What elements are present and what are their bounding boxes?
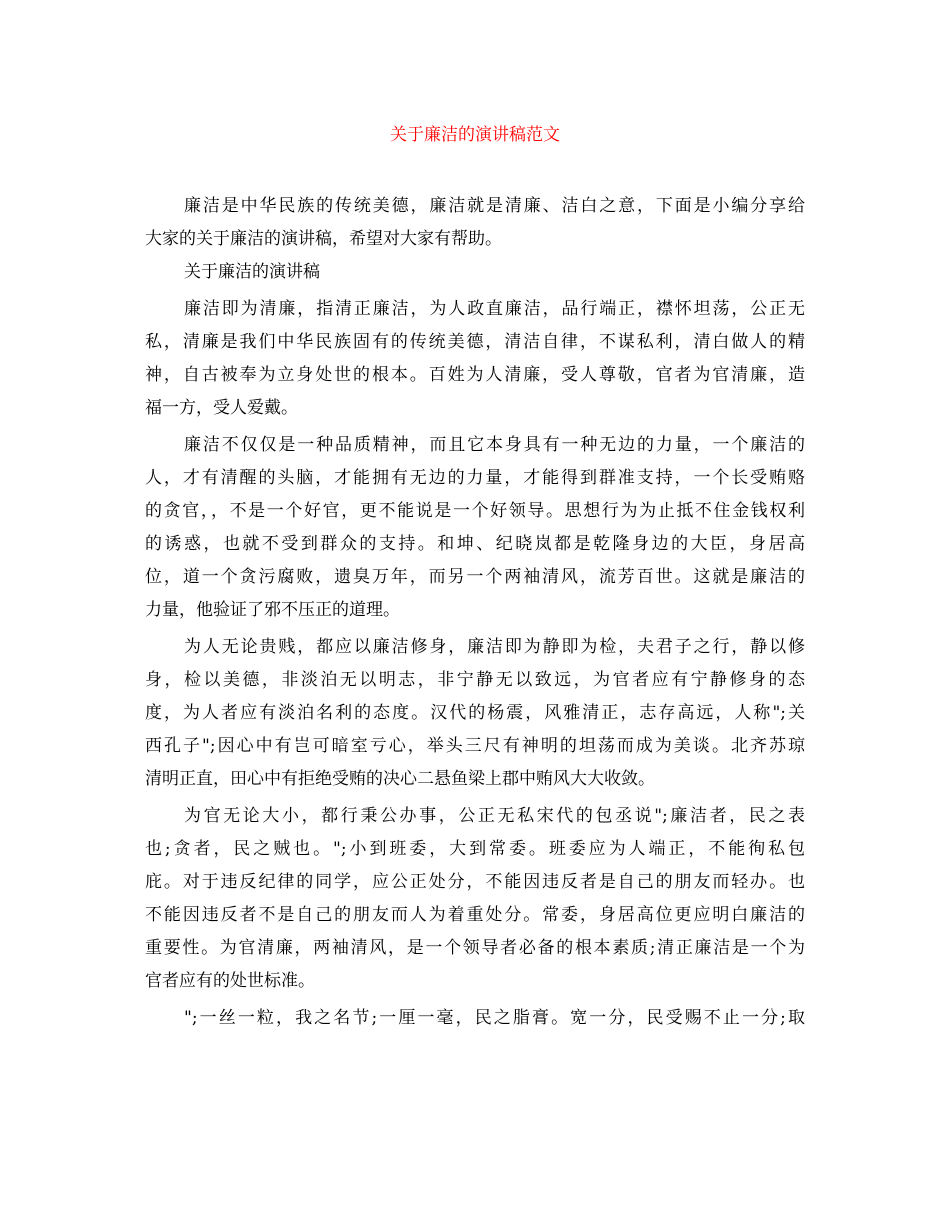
document-body: [145, 190, 805, 1035]
text-line: 大家的关于廉洁的演讲稿，希望对大家有帮助。: [145, 229, 502, 249]
text-line: 也;贪者，民之贼也。";小到班委，大到常委。班委应为人端正，不能徇私包: [145, 839, 805, 859]
text-line: ";一丝一粒，我之名节;一厘一毫，民之脂膏。宽一分，民受赐不止一分;取: [184, 1008, 805, 1028]
document-title: 关于廉洁的演讲稿范文: [390, 125, 560, 145]
text-line: 廉洁不仅仅是一种品质精神，而且它本身具有一种无边的力量，一个廉洁的: [184, 435, 805, 455]
section-heading: 关于廉洁的演讲稿: [184, 262, 320, 282]
text-line: 私，清廉是我们中华民族固有的传统美德，清洁自律，不谋私利，清白做人的精: [145, 332, 805, 352]
text-line: 的贪官，，不是一个好官，更不能说是一个好领导。思想行为为止抵不住金钱权利: [145, 501, 805, 521]
text-line: 人，才有清醒的头脑，才能拥有无边的力量，才能得到群准支持，一个长受贿赂: [145, 468, 805, 488]
text-line: 廉洁即为清廉，指清正廉洁，为人政直廉洁，品行端正，襟怀坦荡，公正无: [184, 299, 805, 319]
text-line: 位，道一个贪污腐败，遗臭万年，而另一个两袖清风，流芳百世。这就是廉洁的: [145, 567, 805, 587]
text-line: 力量，他验证了邪不压正的道理。: [145, 600, 400, 620]
text-line: 官者应有的处世标准。: [145, 971, 315, 991]
text-line: 神，自古被奉为立身处世的根本。百姓为人清廉，受人尊敬，官者为官清廉，造: [145, 365, 805, 385]
text-line: 福一方，受人爱戴。: [145, 398, 298, 418]
text-line: 为官无论大小，都行秉公办事，公正无私宋代的包丞说";廉洁者，民之表: [184, 806, 805, 826]
text-line: 廉洁是中华民族的传统美德，廉洁就是清廉、洁白之意，下面是小编分享给: [184, 196, 805, 216]
text-line: 清明正直，田心中有拒绝受贿的决心二悬鱼梁上郡中贿风大大收敛。: [145, 769, 655, 789]
text-line: 度，为人者应有淡泊名利的态度。汉代的杨震，风雅清正，志存高远，人称";关: [145, 703, 805, 723]
text-line: 为人无论贵贱，都应以廉洁修身，廉洁即为静即为检，夫君子之行，静以修: [184, 637, 805, 657]
text-line: 不能因违反者不是自己的朋友而人为着重处分。常委，身居高位更应明白廉洁的: [145, 905, 805, 925]
text-line: 的诱惑，也就不受到群众的支持。和坤、纪晓岚都是乾隆身边的大臣，身居高: [145, 534, 805, 554]
text-line: 身，检以美德，非淡泊无以明志，非宁静无以致远，为官者应有宁静修身的态: [145, 670, 805, 690]
text-line: 庇。对于违反纪律的同学，应公正处分，不能因违反者是自己的朋友而轻办。也: [145, 872, 805, 892]
text-line: 重要性。为官清廉，两袖清风，是一个领导者必备的根本素质;清正廉洁是一个为: [145, 938, 805, 958]
text-line: 西孔子";因心中有岂可暗室亏心，举头三尺有神明的坦荡而成为美谈。北齐苏琼: [145, 736, 805, 756]
